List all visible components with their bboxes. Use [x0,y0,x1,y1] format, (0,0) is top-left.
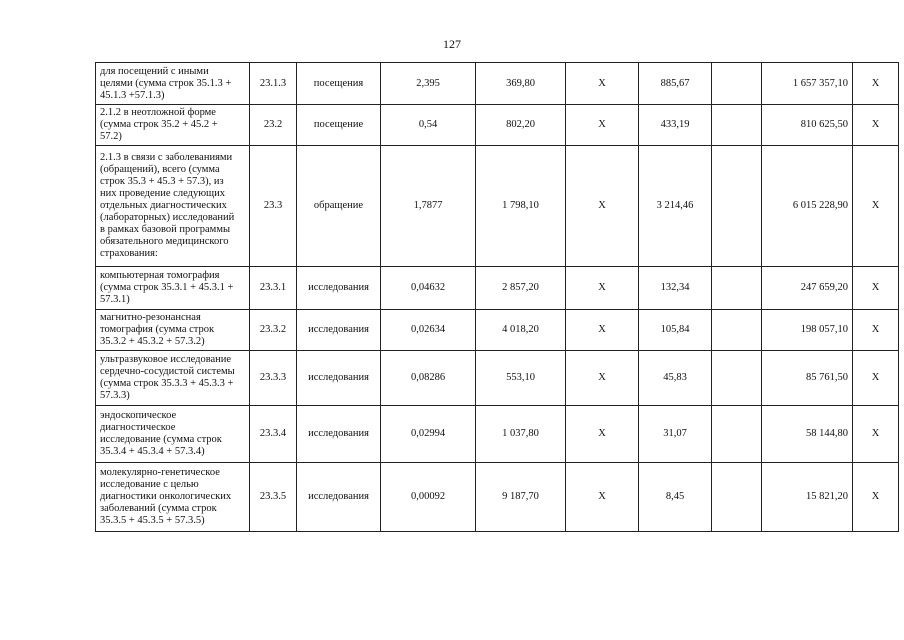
row-x-mark: X [853,63,899,105]
row-unit: обращение [297,146,381,267]
row-total: 6 015 228,90 [762,146,853,267]
row-x-mark: X [566,351,639,406]
row-name: 2.1.3 в связи с заболеваниями (обращений), всего (сумма строк 35.3 + 45.3 + 57.3), из них проведение следующих отдельных диагностических (лабораторных) исследований в рамках базовой программы обязательного медицинского страхования: [96,146,250,267]
row-code: 23.3.1 [250,267,297,310]
row-x-mark: X [566,310,639,351]
row-total: 810 625,50 [762,105,853,146]
row-unit: посещение [297,105,381,146]
row-cost: 1 798,10 [476,146,566,267]
row-x-mark: X [566,105,639,146]
row-name: 2.1.2 в неотложной форме (сумма строк 35.2 + 45.2 + 57.2) [96,105,250,146]
table-row [96,63,899,105]
row-x-mark: X [853,310,899,351]
row-volume: 0,02994 [381,406,476,463]
row-cost: 369,80 [476,63,566,105]
row-unit: посещения [297,63,381,105]
row-x-mark: X [853,351,899,406]
row-total: 58 144,80 [762,406,853,463]
row-name: компьютерная томография (сумма строк 35.3.1 + 45.3.1 + 57.3.1) [96,267,250,310]
row-code: 23.3.4 [250,406,297,463]
row-code: 23.3 [250,146,297,267]
table-row [96,146,899,267]
row-empty [712,406,762,463]
row-volume: 0,54 [381,105,476,146]
row-name: эндоскопическое диагностическое исследование (сумма строк 35.3.4 + 45.3.4 + 57.3.4) [96,406,250,463]
row-code: 23.3.2 [250,310,297,351]
row-name: для посещений с иными целями (сумма строк 35.1.3 + 45.1.3 +57.1.3) [96,63,250,105]
row-x-mark: X [566,146,639,267]
row-norm: 132,34 [639,267,712,310]
financing-table [95,62,899,532]
row-code: 23.2 [250,105,297,146]
row-unit: исследования [297,406,381,463]
row-norm: 45,83 [639,351,712,406]
table-row [96,463,899,532]
table-row [96,406,899,463]
table-row [96,351,899,406]
row-empty [712,63,762,105]
row-volume: 0,02634 [381,310,476,351]
row-empty [712,146,762,267]
row-cost: 9 187,70 [476,463,566,532]
row-cost: 553,10 [476,351,566,406]
row-volume: 0,00092 [381,463,476,532]
row-x-mark: X [566,267,639,310]
row-norm: 8,45 [639,463,712,532]
row-volume: 2,395 [381,63,476,105]
page-number: 127 [443,37,461,51]
row-x-mark: X [853,406,899,463]
row-x-mark: X [566,406,639,463]
row-volume: 0,08286 [381,351,476,406]
row-unit: исследования [297,267,381,310]
row-x-mark: X [853,105,899,146]
row-empty [712,310,762,351]
row-norm: 885,67 [639,63,712,105]
row-volume: 1,7877 [381,146,476,267]
row-x-mark: X [566,63,639,105]
row-total: 15 821,20 [762,463,853,532]
row-unit: исследования [297,351,381,406]
row-x-mark: X [853,463,899,532]
row-cost: 4 018,20 [476,310,566,351]
row-code: 23.3.5 [250,463,297,532]
row-norm: 105,84 [639,310,712,351]
row-unit: исследования [297,310,381,351]
row-code: 23.3.3 [250,351,297,406]
row-empty [712,105,762,146]
row-cost: 1 037,80 [476,406,566,463]
row-name: магнитно-резонансная томография (сумма строк 35.3.2 + 45.3.2 + 57.3.2) [96,310,250,351]
table-row [96,267,899,310]
row-empty [712,267,762,310]
row-cost: 2 857,20 [476,267,566,310]
row-norm: 31,07 [639,406,712,463]
row-cost: 802,20 [476,105,566,146]
row-total: 198 057,10 [762,310,853,351]
row-x-mark: X [566,463,639,532]
row-x-mark: X [853,267,899,310]
row-empty [712,463,762,532]
row-total: 1 657 357,10 [762,63,853,105]
row-empty [712,351,762,406]
row-name: ультразвуковое исследование сердечно-сосудистой системы (сумма строк 35.3.3 + 45.3.3 + 57.3.3) [96,351,250,406]
table-row [96,105,899,146]
row-volume: 0,04632 [381,267,476,310]
row-x-mark: X [853,146,899,267]
row-code: 23.1.3 [250,63,297,105]
row-unit: исследования [297,463,381,532]
table-row [96,310,899,351]
row-norm: 433,19 [639,105,712,146]
row-total: 85 761,50 [762,351,853,406]
row-name: молекулярно-генетическое исследование с целью диагностики онкологических заболеваний (сумма строк 35.3.5 + 45.3.5 + 57.3.5) [96,463,250,532]
row-norm: 3 214,46 [639,146,712,267]
row-total: 247 659,20 [762,267,853,310]
